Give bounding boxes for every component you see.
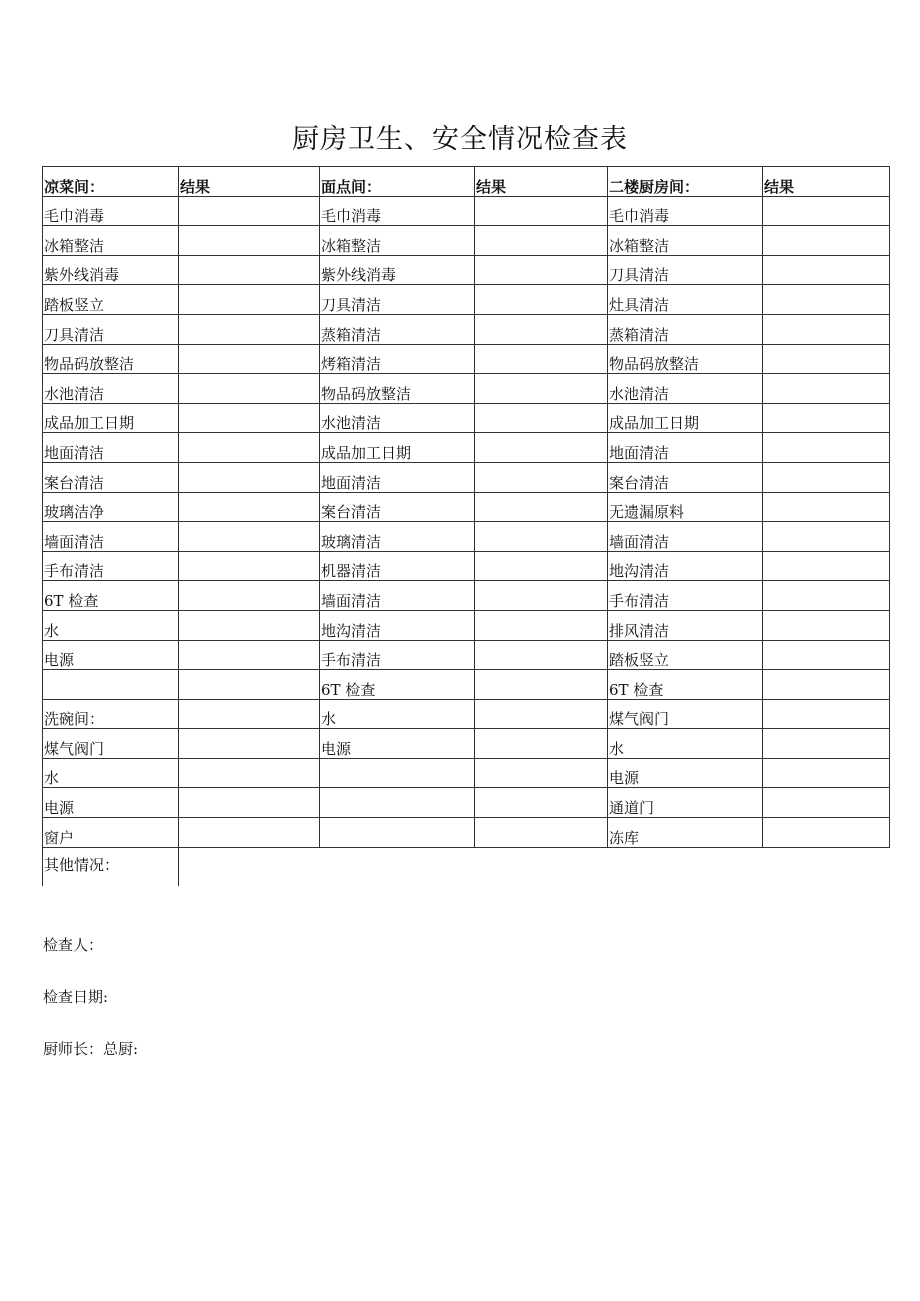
result-cell[interactable] (475, 670, 608, 700)
check-item-cell: 墙面清洁 (320, 581, 475, 611)
result-cell[interactable] (763, 581, 890, 611)
check-item-cell: 毛巾消毒 (320, 196, 475, 226)
table-row (43, 729, 890, 759)
table-row (43, 285, 890, 315)
check-item-cell (43, 670, 179, 700)
check-item-cell: 地沟清洁 (320, 610, 475, 640)
table-row (43, 374, 890, 404)
inspector-label: 检查人： (43, 936, 104, 954)
result-cell[interactable] (763, 640, 890, 670)
check-item-cell: 玻璃清洁 (320, 522, 475, 552)
table-row (43, 344, 890, 374)
table-row (43, 196, 890, 226)
check-item-cell: 电源 (43, 640, 179, 670)
check-item-cell: 手布清洁 (608, 581, 763, 611)
check-item-cell: 案台清洁 (320, 492, 475, 522)
result-cell[interactable] (763, 314, 890, 344)
check-item-cell: 6T 检查 (608, 670, 763, 700)
result-cell[interactable] (763, 226, 890, 256)
result-cell[interactable] (475, 344, 608, 374)
result-cell[interactable] (179, 285, 320, 315)
result-cell[interactable] (179, 314, 320, 344)
table-row (43, 788, 890, 818)
check-item-cell: 物品码放整洁 (608, 344, 763, 374)
result-cell[interactable] (179, 196, 320, 226)
section-header-second-floor-kitchen: 二楼厨房间： (608, 167, 763, 197)
check-item-cell (320, 758, 475, 788)
check-item-cell (320, 788, 475, 818)
check-item-cell: 冻库 (608, 818, 763, 848)
result-cell[interactable] (475, 522, 608, 552)
table-row (43, 610, 890, 640)
result-cell[interactable] (763, 729, 890, 759)
table-row (43, 670, 890, 700)
check-item-cell: 地面清洁 (320, 462, 475, 492)
result-cell[interactable] (763, 522, 890, 552)
check-item-cell: 6T 检查 (43, 581, 179, 611)
check-item-cell (320, 818, 475, 848)
result-cell[interactable] (763, 403, 890, 433)
result-cell[interactable] (179, 551, 320, 581)
check-item-cell: 洗碗间： (43, 699, 179, 729)
check-item-cell: 成品加工日期 (43, 403, 179, 433)
check-item-cell: 刀具清洁 (320, 285, 475, 315)
check-item-cell: 烤箱清洁 (320, 344, 475, 374)
result-cell[interactable] (179, 522, 320, 552)
result-cell[interactable] (763, 196, 890, 226)
result-cell[interactable] (763, 462, 890, 492)
result-cell[interactable] (179, 640, 320, 670)
result-cell[interactable] (763, 610, 890, 640)
table-row (43, 314, 890, 344)
check-item-cell: 水池清洁 (320, 403, 475, 433)
table-row (43, 581, 890, 611)
check-item-cell: 紫外线消毒 (320, 255, 475, 285)
section-header-pastry-room: 面点间： (320, 167, 475, 197)
table-row (43, 758, 890, 788)
result-cell[interactable] (179, 374, 320, 404)
chef-signature-label: 厨师长：总厨: (43, 1040, 139, 1058)
result-cell[interactable] (179, 581, 320, 611)
result-cell[interactable] (763, 699, 890, 729)
table-row (43, 403, 890, 433)
table-row (43, 640, 890, 670)
result-cell[interactable] (475, 551, 608, 581)
result-cell[interactable] (475, 433, 608, 463)
table-header-row (43, 167, 890, 197)
result-cell[interactable] (763, 374, 890, 404)
table-row (43, 255, 890, 285)
check-item-cell: 案台清洁 (43, 462, 179, 492)
check-item-cell: 手布清洁 (320, 640, 475, 670)
result-cell[interactable] (179, 699, 320, 729)
result-cell[interactable] (763, 758, 890, 788)
result-header: 结果 (475, 167, 608, 197)
check-item-cell: 蒸箱清洁 (608, 314, 763, 344)
check-item-cell: 机器清洁 (320, 551, 475, 581)
table-row (43, 492, 890, 522)
result-cell[interactable] (179, 462, 320, 492)
check-item-cell: 刀具清洁 (608, 255, 763, 285)
check-item-cell: 电源 (608, 758, 763, 788)
result-cell[interactable] (179, 610, 320, 640)
result-cell[interactable] (763, 818, 890, 848)
check-item-cell: 水池清洁 (43, 374, 179, 404)
result-cell[interactable] (179, 729, 320, 759)
result-header: 结果 (179, 167, 320, 197)
table-row (43, 433, 890, 463)
result-cell[interactable] (179, 670, 320, 700)
result-cell[interactable] (763, 492, 890, 522)
check-item-cell: 电源 (43, 788, 179, 818)
check-item-cell: 物品码放整洁 (320, 374, 475, 404)
result-cell[interactable] (475, 226, 608, 256)
check-item-cell: 煤气阀门 (608, 699, 763, 729)
check-item-cell: 踏板竖立 (608, 640, 763, 670)
result-cell[interactable] (179, 226, 320, 256)
check-item-cell: 墙面清洁 (608, 522, 763, 552)
check-item-cell: 紫外线消毒 (43, 255, 179, 285)
check-item-cell: 冰箱整洁 (43, 226, 179, 256)
check-item-cell: 玻璃洁净 (43, 492, 179, 522)
result-cell[interactable] (179, 255, 320, 285)
check-item-cell: 毛巾消毒 (608, 196, 763, 226)
other-situations-row (43, 847, 890, 886)
check-item-cell: 手布清洁 (43, 551, 179, 581)
result-cell[interactable] (763, 255, 890, 285)
check-item-cell: 通道门 (608, 788, 763, 818)
check-item-cell: 墙面清洁 (43, 522, 179, 552)
check-item-cell: 煤气阀门 (43, 729, 179, 759)
result-cell[interactable] (475, 314, 608, 344)
result-cell[interactable] (763, 433, 890, 463)
result-cell[interactable] (475, 255, 608, 285)
check-item-cell: 毛巾消毒 (43, 196, 179, 226)
check-item-cell: 地面清洁 (608, 433, 763, 463)
result-cell[interactable] (475, 285, 608, 315)
table-row (43, 818, 890, 848)
inspection-table (42, 166, 890, 886)
result-cell[interactable] (179, 344, 320, 374)
result-cell[interactable] (475, 462, 608, 492)
result-cell[interactable] (763, 670, 890, 700)
check-item-cell: 冰箱整洁 (608, 226, 763, 256)
result-cell[interactable] (179, 403, 320, 433)
other-situations-field[interactable] (179, 847, 890, 886)
result-cell[interactable] (763, 344, 890, 374)
table-row (43, 699, 890, 729)
result-cell[interactable] (763, 285, 890, 315)
check-item-cell: 地面清洁 (43, 433, 179, 463)
page-title: 厨房卫生、安全情况检查表 (292, 124, 628, 155)
result-cell[interactable] (475, 403, 608, 433)
result-cell[interactable] (475, 492, 608, 522)
table-row (43, 226, 890, 256)
check-item-cell: 窗户 (43, 818, 179, 848)
result-cell[interactable] (763, 551, 890, 581)
result-cell[interactable] (475, 699, 608, 729)
check-item-cell: 水 (608, 729, 763, 759)
check-item-cell: 冰箱整洁 (320, 226, 475, 256)
result-cell[interactable] (179, 433, 320, 463)
check-item-cell: 灶具清洁 (608, 285, 763, 315)
result-cell[interactable] (179, 818, 320, 848)
result-header: 结果 (763, 167, 890, 197)
check-item-cell: 6T 检查 (320, 670, 475, 700)
check-item-cell: 蒸箱清洁 (320, 314, 475, 344)
other-situations-label: 其他情况： (43, 847, 179, 886)
check-item-cell: 排风清洁 (608, 610, 763, 640)
check-item-cell: 成品加工日期 (320, 433, 475, 463)
result-cell[interactable] (475, 196, 608, 226)
check-item-cell: 刀具清洁 (43, 314, 179, 344)
table-row (43, 462, 890, 492)
result-cell[interactable] (179, 788, 320, 818)
result-cell[interactable] (179, 758, 320, 788)
check-item-cell: 案台清洁 (608, 462, 763, 492)
check-item-cell: 成品加工日期 (608, 403, 763, 433)
check-item-cell: 踏板竖立 (43, 285, 179, 315)
check-item-cell: 水 (43, 610, 179, 640)
result-cell[interactable] (475, 729, 608, 759)
check-item-cell: 水池清洁 (608, 374, 763, 404)
result-cell[interactable] (475, 758, 608, 788)
result-cell[interactable] (763, 788, 890, 818)
result-cell[interactable] (475, 818, 608, 848)
result-cell[interactable] (475, 640, 608, 670)
check-item-cell: 物品码放整洁 (43, 344, 179, 374)
check-item-cell: 电源 (320, 729, 475, 759)
result-cell[interactable] (475, 788, 608, 818)
check-item-cell: 无遗漏原料 (608, 492, 763, 522)
result-cell[interactable] (475, 581, 608, 611)
table-row (43, 522, 890, 552)
inspection-date-label: 检查日期: (43, 988, 109, 1006)
result-cell[interactable] (179, 492, 320, 522)
table-row (43, 551, 890, 581)
check-item-cell: 地沟清洁 (608, 551, 763, 581)
check-item-cell: 水 (320, 699, 475, 729)
section-header-cold-dish-room: 凉菜间： (43, 167, 179, 197)
check-item-cell: 水 (43, 758, 179, 788)
result-cell[interactable] (475, 610, 608, 640)
result-cell[interactable] (475, 374, 608, 404)
